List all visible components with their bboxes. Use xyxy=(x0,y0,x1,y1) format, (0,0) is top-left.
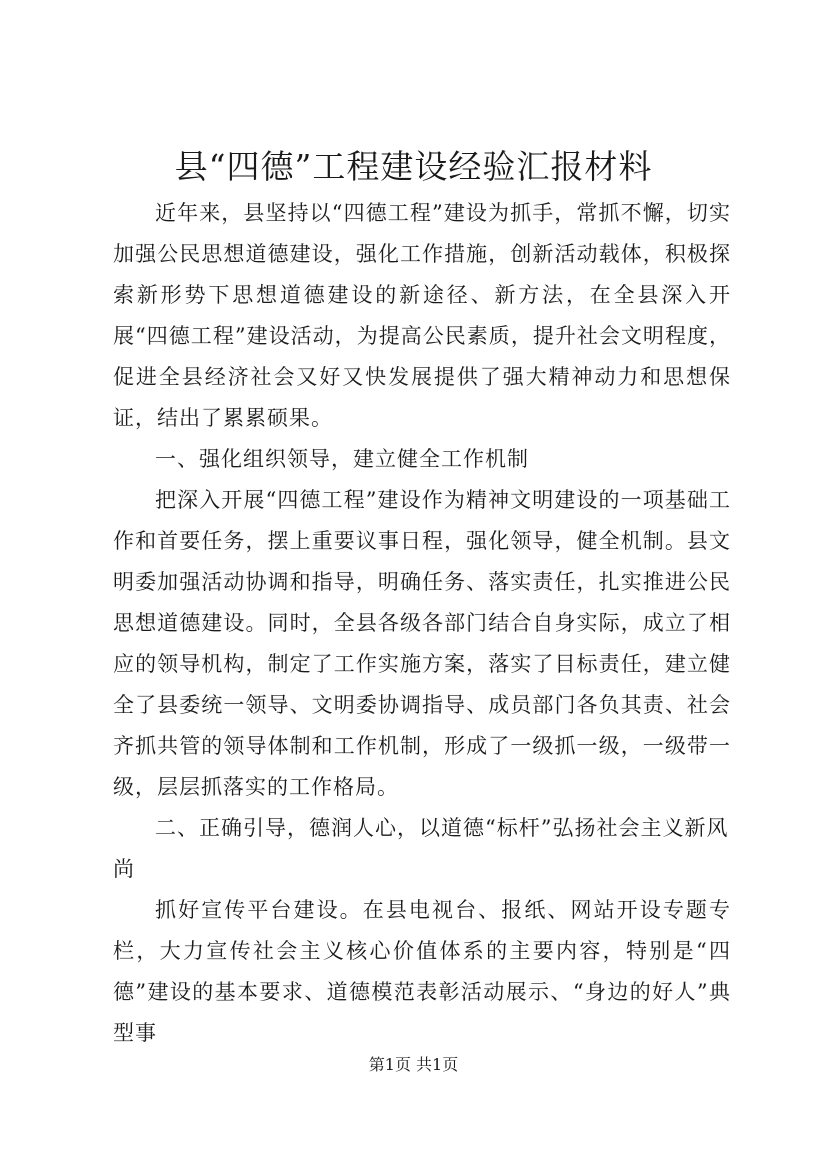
document-title: 县“四德”工程建设经验汇报材料 xyxy=(174,147,653,186)
section-2-paragraph: 抓好宣传平台建设。在县电视台、报纸、网站开设专题专栏，大力宣传社会主义核心价值体系的主要内容，特别是“四德”建设的基本要求、道德模范表彰活动展示、“身边的好人”典型事 xyxy=(113,898,731,1045)
page-number: 第1页 共1页 xyxy=(368,1055,459,1074)
section-1-paragraph: 把深入开展“四德工程”建设作为精神文明建设的一项基础工作和首要任务，摆上重要议事日程，强化领导，健全机制。县文明委加强活动协调和指导，明确任务、落实责任，扎实推进公民思想道德建设。同时，全县各级各部门结合自身实际，成立了相应的领导机构，制定了工作实施方案，落实了目标责任，建立健全了县委统一领导、文明委协调指导、成员部门各负其责、社会齐抓共管的领导体制和工作机制，形成了一级抓一级，一级带一级，层层抓落实的工作格局。 xyxy=(113,488,731,799)
document-body xyxy=(113,193,731,1054)
section-2-heading: 二、正确引导，德润人心，以道德“标杆”弘扬社会主义新风尚 xyxy=(113,816,729,881)
section-1-heading: 一、强化组织领导，建立健全工作机制 xyxy=(155,447,529,471)
intro-paragraph: 近年来，县坚持以“四德工程”建设为抓手，常抓不懈，切实加强公民思想道德建设，强化工作措施，创新活动载体，积极探索新形势下思想道德建设的新途径、新方法，在全县深入开展“四德工程”建设活动，为提高公民素质，提升社会文明程度，促进全县经济社会又好又快发展提供了强大精神动力和思想保证，结出了累累硕果。 xyxy=(113,201,731,430)
